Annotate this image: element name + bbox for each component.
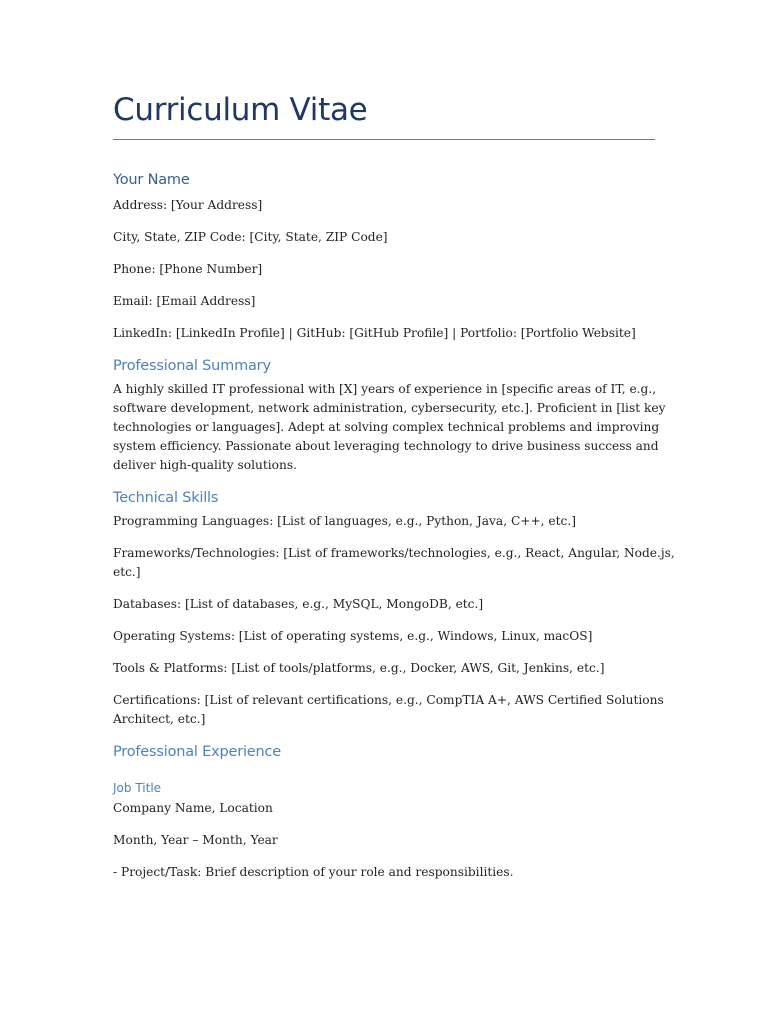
skills-heading: Technical Skills	[113, 490, 219, 506]
links-line: LinkedIn: [LinkedIn Profile] | GitHub: [GitHub Profile] | Portfolio: [Portfolio Website]	[113, 326, 636, 340]
skill-tools: Tools & Platforms: [List of tools/platforms, e.g., Docker, AWS, Git, Jenkins, etc.]	[113, 661, 605, 675]
experience-heading: Professional Experience	[113, 744, 282, 760]
skill-frameworks-cont: etc.]	[113, 565, 141, 579]
dates-line: Month, Year – Month, Year	[113, 833, 278, 847]
company-line: Company Name, Location	[113, 801, 273, 815]
skill-certifications-cont: Architect, etc.]	[113, 712, 206, 726]
title-underline	[113, 139, 655, 140]
summary-line: deliver high-quality solutions.	[113, 458, 297, 472]
skill-databases: Databases: [List of databases, e.g., MySQL, MongoDB, etc.]	[113, 597, 484, 611]
task-line: - Project/Task: Brief description of your role and responsibilities.	[113, 865, 514, 879]
phone-line: Phone: [Phone Number]	[113, 262, 263, 276]
skill-certifications: Certifications: [List of relevant certifications, e.g., CompTIA A+, AWS Certified Solutions	[113, 693, 664, 707]
city-line: City, State, ZIP Code: [City, State, ZIP Code]	[113, 230, 388, 244]
name-heading: Your Name	[113, 172, 190, 188]
page-title: Curriculum Vitae	[113, 92, 368, 128]
skill-frameworks: Frameworks/Technologies: [List of frameworks/technologies, e.g., React, Angular, Node.js,	[113, 546, 675, 560]
summary-line: A highly skilled IT professional with [X] years of experience in [specific areas of IT, e.g.,	[113, 382, 657, 396]
address-line: Address: [Your Address]	[113, 198, 263, 212]
summary-line: software development, network administration, cybersecurity, etc.]. Proficient in [list key	[113, 401, 666, 415]
job-title-heading: Job Title	[113, 781, 162, 795]
skill-programming: Programming Languages: [List of languages, e.g., Python, Java, C++, etc.]	[113, 514, 577, 528]
summary-line: technologies or languages]. Adept at solving complex technical problems and improving	[113, 420, 660, 434]
email-line: Email: [Email Address]	[113, 294, 256, 308]
summary-line: system efficiency. Passionate about leveraging technology to drive business success and	[113, 439, 659, 453]
skill-os: Operating Systems: [List of operating systems, e.g., Windows, Linux, macOS]	[113, 629, 593, 643]
summary-heading: Professional Summary	[113, 358, 271, 374]
